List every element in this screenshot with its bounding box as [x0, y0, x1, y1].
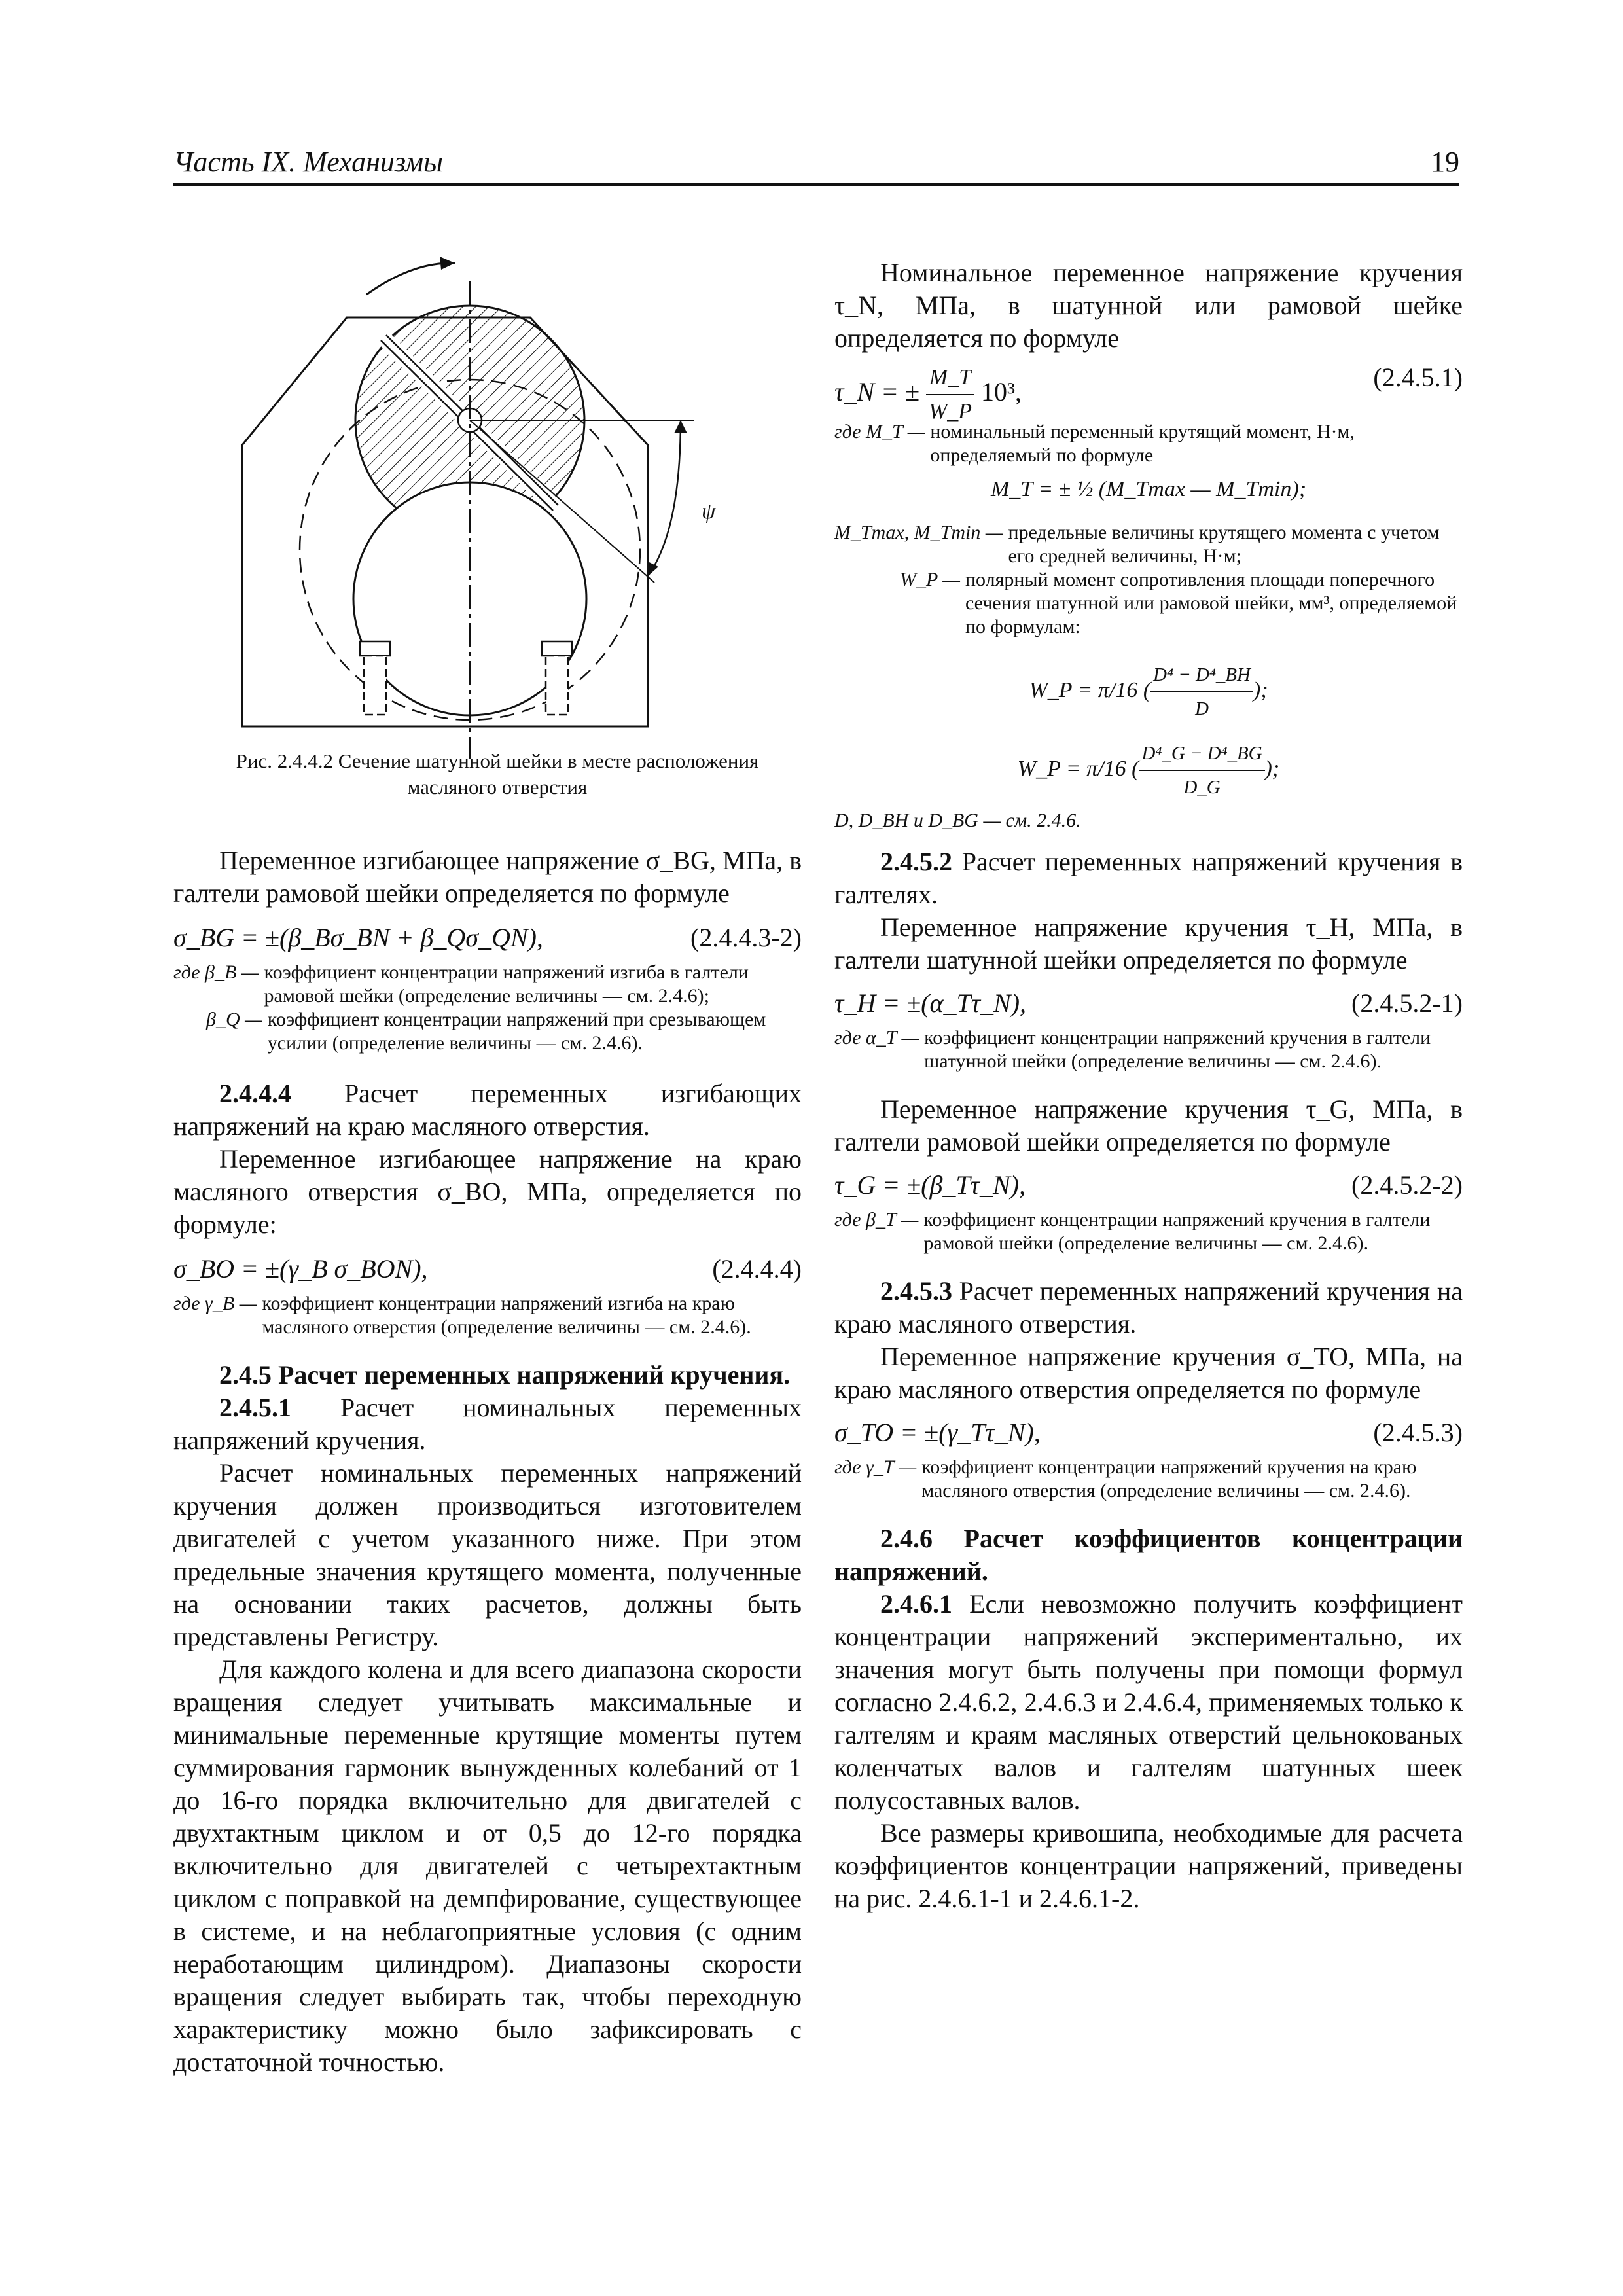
paragraph: Номинальное переменное напряжение кручения τ_N, МПа, в шатунной или рамовой шейке определяется по формуле — [834, 258, 1463, 353]
figure-caption-line2: масляного отверстия — [407, 776, 588, 798]
formula-2.4.5.3: σ_TO = ±(γ_Tτ_N), (2.4.5.3) — [834, 1418, 1463, 1447]
where-item: M_Tmax, M_Tmin — предельные величины крутящего момента с учетом его средней величины, Н·м; — [834, 522, 1440, 567]
where-item: где α_T — коэффициент концентрации напряжений кручения в галтели шатунной шейки (определение величины — см. 2.4.6). — [834, 1027, 1431, 1072]
where-item: β_Q — коэффициент концентрации напряжений при срезывающем усилии (определение величины — см. 2.4.6). — [206, 1009, 766, 1054]
left-column — [173, 844, 802, 2079]
angle-label: ψ — [702, 499, 716, 524]
where-item: где M_T — номинальный переменный крутящий момент, Н·м, определяемый по формуле — [834, 421, 1355, 466]
subsection-2.4.6.1: 2.4.6.1 Если невозможно получить коэффициент концентрации напряжений экспериментально, их значения могут быть получены при помощи формул согласно 2.4.6.2, 2.4.6.3 и 2.4.6.4, применяемых только к галтелям и краям масляных отверстий цельнокованых коленчатых валов и галтелям шатунных шеек полусоставных валов. — [834, 1589, 1463, 1815]
paragraph: Расчет номинальных переменных напряжений кручения должен производиться изготовителем двигателей с учетом указанного ниже. При этом предельные значения крутящего момента, полученные на основании таких расчетов, должны быть представлены Регистру. — [173, 1458, 802, 1651]
formula-MT: M_T = ± ½ (M_Tmax — M_Tmin); — [990, 477, 1307, 501]
where-item: где γ_T — коэффициент концентрации напряжений кручения на краю масляного отверстия (определение величины — см. 2.4.6). — [834, 1456, 1417, 1501]
section-heading-2.4.5: 2.4.5 Расчет переменных напряжений кручения. — [219, 1360, 791, 1390]
formula-2.4.5.2-1: τ_H = ±(α_Tτ_N), (2.4.5.2-1) — [834, 988, 1463, 1018]
where-item: где β_B — коэффициент концентрации напряжений изгиба в галтели рамовой шейки (определение величины — см. 2.4.6); — [173, 961, 749, 1007]
paragraph: Для каждого колена и для всего диапазона скорости вращения следует учитывать максимальные и минимальные переменные крутящие моменты путем суммирования гармоник вынужденных колебаний от 1 до 16-го порядка включительно для двигателей с двухтактным циклом и от 0,5 до 12-го порядка включительно для двигателей с четырехтактным циклом с поправкой на демпфирование, существующее в системе, и на неблагоприятные условия (с одним неработающим цилиндром). Диапазоны скорости вращения следует выбирать так, чтобы переходную характеристику можно было зафиксировать с достаточной точностью. — [173, 1655, 802, 2077]
formula-2.4.4.4: σ_BO = ±(γ_B σ_BON), (2.4.4.4) — [173, 1254, 802, 1283]
where-item: где β_T — коэффициент концентрации напряжений кручения в галтели рамовой шейки (определение величины — см. 2.4.6). — [834, 1209, 1431, 1254]
crankpin-drawing — [196, 249, 825, 766]
figure-caption-line1: Рис. 2.4.4.2 Сечение шатунной шейки в месте расположения — [236, 749, 759, 772]
formula-2.4.5.2-2: τ_G = ±(β_Tτ_N), (2.4.5.2-2) — [834, 1170, 1463, 1200]
paragraph: Переменное изгибающее напряжение на краю масляного отверстия σ_BO, МПа, определяется по формуле: — [173, 1144, 802, 1239]
subsection-2.4.5.1: 2.4.5.1 Расчет номинальных переменных напряжений кручения. — [173, 1393, 802, 1455]
formula-WP-2: W_P = π/16 ( $\frac{\text{D⁴\_G − D⁴\_BG}}{D\_G}$ ); — [834, 737, 1463, 789]
where-item: где γ_B — коэффициент концентрации напряжений изгиба на краю масляного отверстия (определение величины — см. 2.4.6). — [173, 1293, 751, 1338]
formula-2.4.5.1: τ_N = ± $\frac{M\_T}{W\_P}$ 10³, (2.4.5.1) — [834, 363, 1463, 423]
subsection-2.4.5.3: 2.4.5.3 Расчет переменных напряжений кручения на краю масляного отверстия. — [834, 1276, 1463, 1338]
page-number: 19 — [1431, 146, 1459, 178]
where-item: W_P — полярный момент сопротивления площади поперечного сечения шатунной или рамовой шейки, мм³, определяемой по формулам: — [900, 569, 1457, 637]
crankpin-section-figure — [196, 249, 825, 766]
bolt-right — [542, 641, 572, 715]
section-heading-2.4.6: 2.4.6 Расчет коэффициентов концентрации напряжений. — [834, 1524, 1463, 1586]
formula-WP-1: W_P = π/16 ( $\frac{\text{D⁴ − D⁴\_BH}}{D}$ ); — [834, 658, 1463, 711]
paragraph: Переменное напряжение кручения σ_TO, МПа, на краю масляного отверстия определяется по формуле — [834, 1342, 1463, 1404]
subsection-2.4.5.2: 2.4.5.2 Расчет переменных напряжений кручения в галтелях. — [834, 847, 1463, 909]
bolt-left — [360, 641, 390, 715]
reference-note: D, D_BH и D_BG — см. 2.4.6. — [834, 810, 1081, 831]
figure-caption — [173, 748, 821, 800]
paragraph: Все размеры кривошипа, необходимые для расчета коэффициентов концентрации напряжений, приведены на рис. 2.4.6.1-1 и 2.4.6.1-2. — [834, 1818, 1463, 1913]
page-header — [173, 145, 1459, 186]
subsection-2.4.4.4: 2.4.4.4 Расчет переменных изгибающих напряжений на краю масляного отверстия. — [173, 1079, 802, 1141]
header-title: Часть IX. Механизмы — [173, 146, 443, 178]
formula-2.4.4.3-2: σ_BG = ±(β_Bσ_BN + β_Qσ_QN), (2.4.4.3-2) — [173, 923, 802, 952]
rotation-arrowhead — [440, 257, 455, 270]
right-column — [834, 257, 1463, 1915]
paragraph: Переменное напряжение кручения τ_G, МПа, в галтели рамовой шейки определяется по формуле — [834, 1094, 1463, 1157]
paragraph: Переменное напряжение кручения τ_H, МПа, в галтели шатунной шейки определяется по формуле — [834, 912, 1463, 975]
paragraph: Переменное изгибающее напряжение σ_BG, МПа, в галтели рамовой шейки определяется по формуле — [173, 846, 802, 908]
